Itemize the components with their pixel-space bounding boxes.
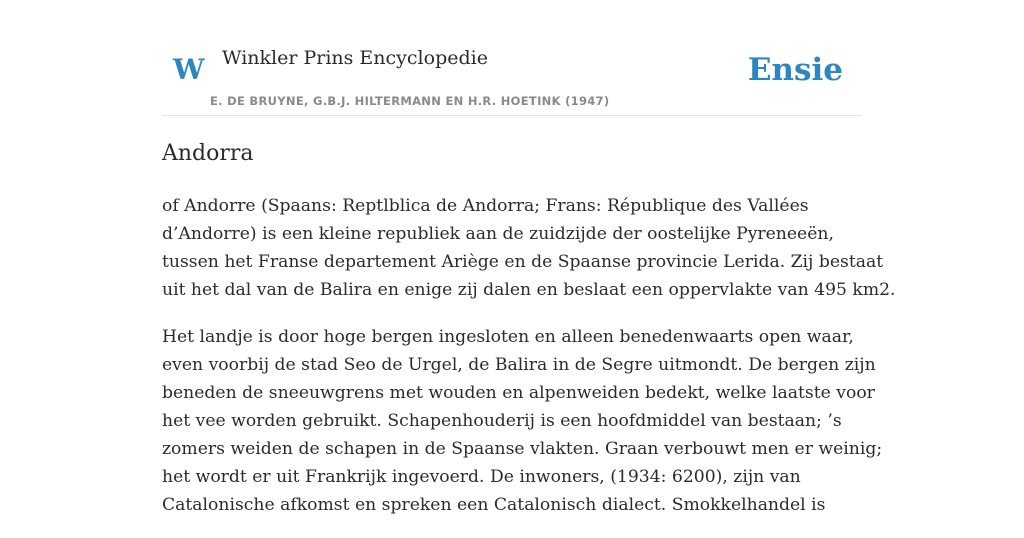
paragraph-line: zomers weiden de schapen in de Spaanse vlakten. Graan verbouwt men er weinig;: [162, 439, 883, 459]
site-title[interactable]: Winkler Prins Encyclopedie: [222, 47, 488, 69]
paragraph-line: Het landje is door hoge bergen ingesloten en alleen benedenwaarts open waar,: [162, 327, 854, 347]
paragraph-line: beneden de sneeuwgrens met wouden en alpenweiden bedekt, welke laatste voor: [162, 383, 875, 403]
article-paragraph: [162, 323, 883, 519]
article-body: [162, 192, 896, 538]
paragraph-line: uit het dal van de Balira en enige zij dalen en beslaat een oppervlakte van 495 km2.: [162, 280, 896, 300]
article-page: [162, 0, 896, 515]
site-logo[interactable]: W: [173, 53, 205, 86]
paragraph-line: even voorbij de stad Seo de Urgel, de Balira in de Segre uitmondt. De bergen zijn: [162, 355, 876, 375]
article-title: Andorra: [162, 141, 254, 166]
article-paragraph: [162, 192, 896, 304]
brand-logo[interactable]: Ensie: [747, 52, 843, 88]
site-header: [162, 0, 862, 116]
paragraph-line: of Andorre (Spaans: Reptlblica de Andorra; Frans: République des Vallées: [162, 196, 809, 216]
paragraph-line: het wordt er uit Frankrijk ingevoerd. De inwoners, (1934: 6200), zijn van: [162, 467, 801, 487]
paragraph-line: tussen het Franse departement Ariège en de Spaanse provincie Lerida. Zij bestaat: [162, 252, 884, 272]
paragraph-line: d’Andorre) is een kleine republiek aan de zuidzijde der oostelijke Pyreneeën,: [162, 224, 834, 244]
source-authors: E. DE BRUYNE, G.B.J. HILTERMANN EN H.R. HOETINK (1947): [210, 94, 610, 108]
paragraph-line: het vee worden gebruikt. Schapenhouderij is een hoofdmiddel van bestaan; ’s: [162, 411, 842, 431]
paragraph-line: Catalonische afkomst en spreken een Catalonisch dialect. Smokkelhandel is: [162, 495, 826, 515]
